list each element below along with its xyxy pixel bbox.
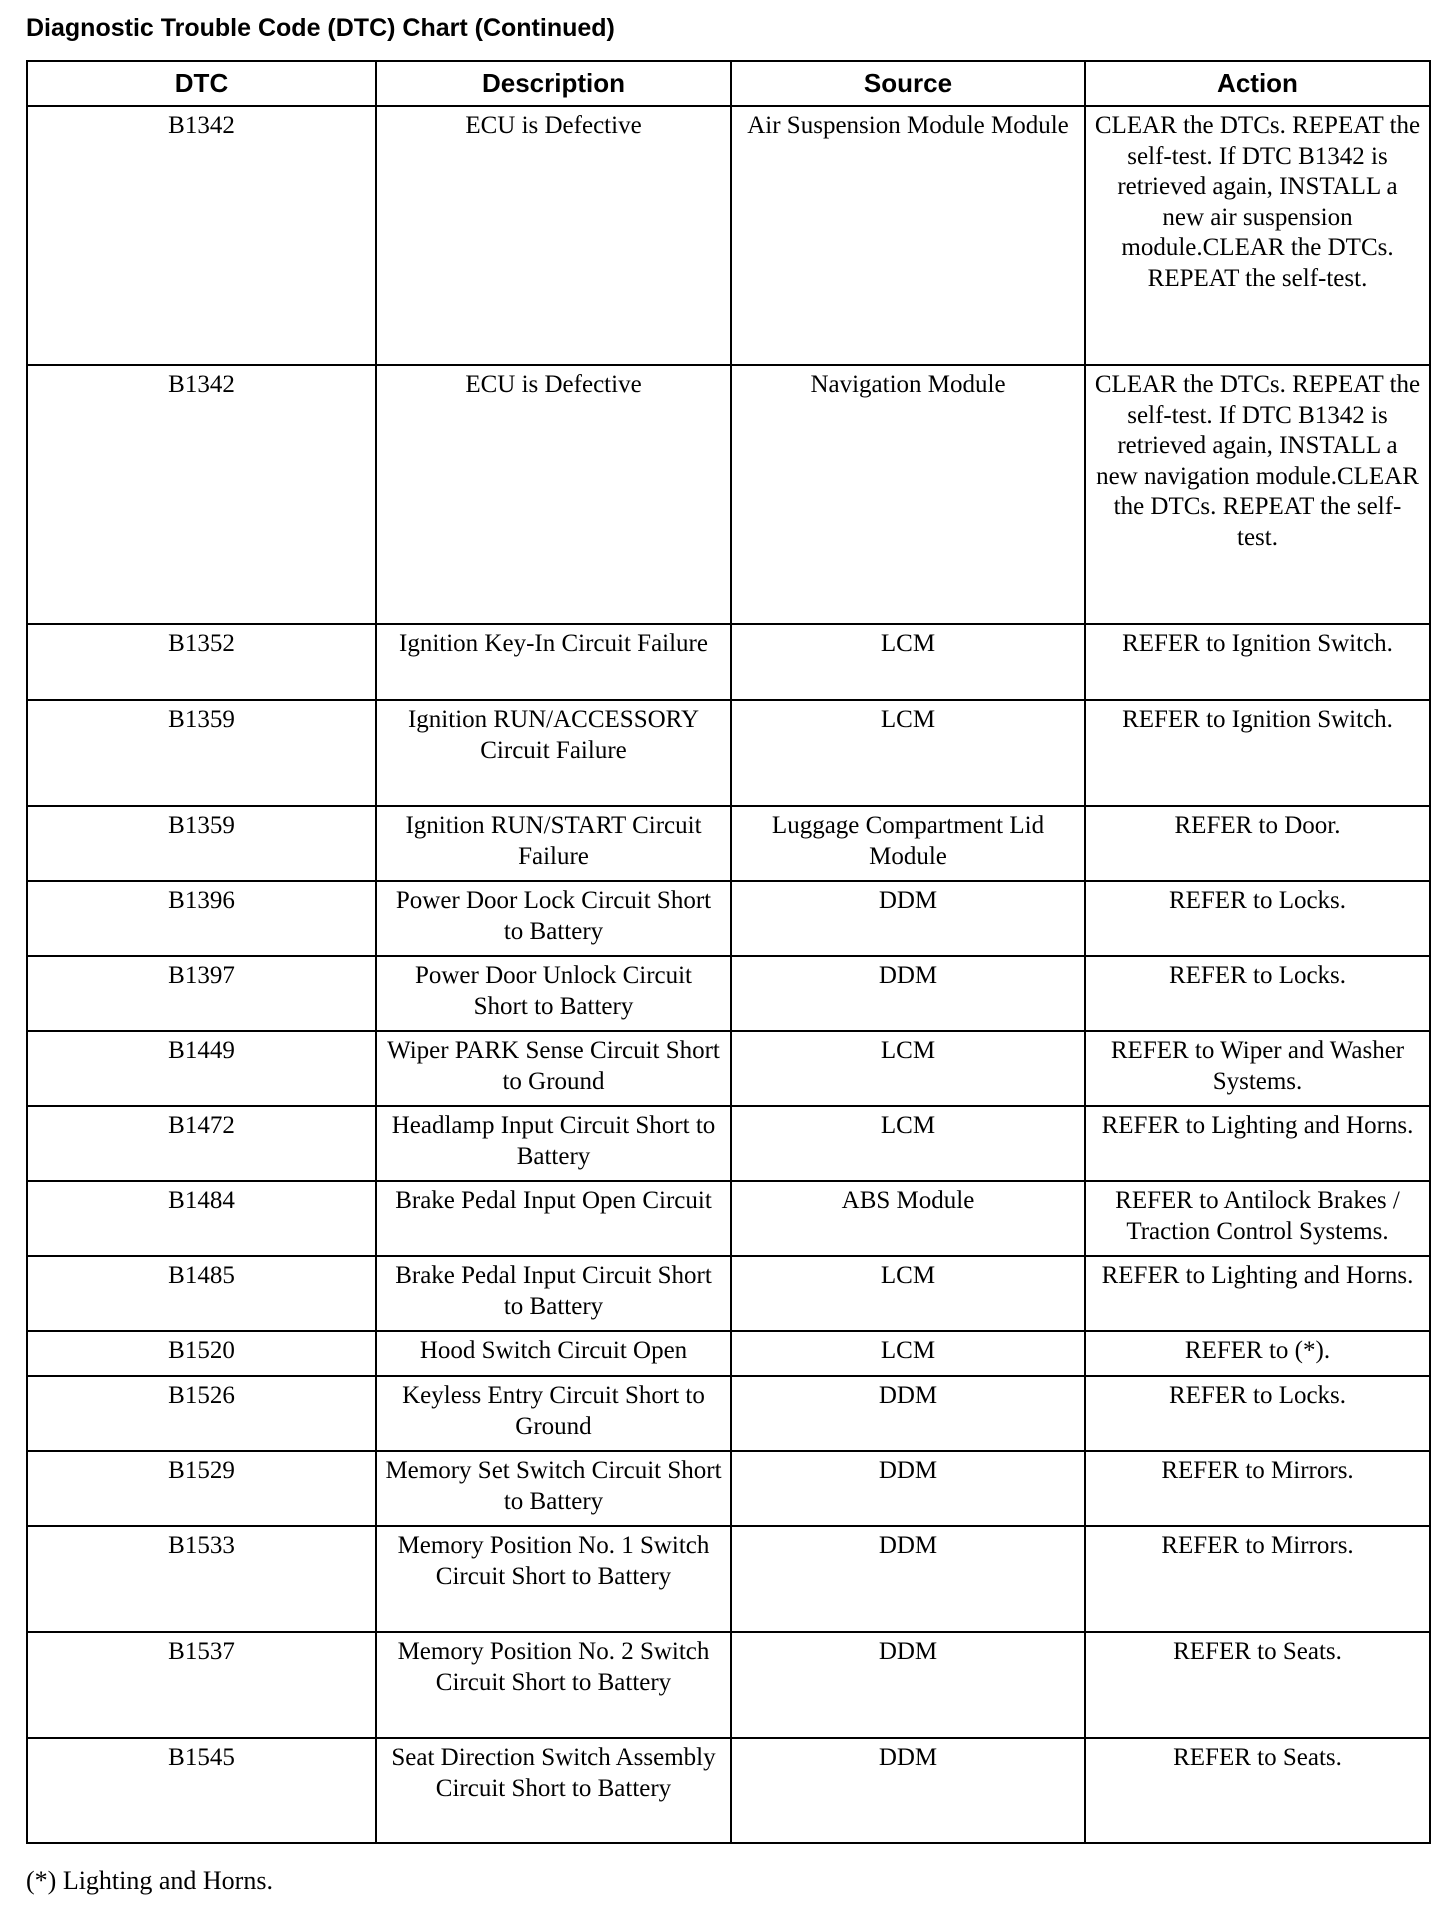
cell-action: REFER to Locks. xyxy=(1085,956,1430,1031)
table-row xyxy=(27,1376,1430,1451)
cell-description: Brake Pedal Input Circuit Short to Battery xyxy=(376,1256,731,1331)
cell-source: Air Suspension Module Module xyxy=(731,106,1085,365)
cell-action: REFER to (*). xyxy=(1085,1331,1430,1376)
table-row xyxy=(27,1451,1430,1526)
cell-source: LCM xyxy=(731,624,1085,700)
cell-action: REFER to Ignition Switch. xyxy=(1085,624,1430,700)
cell-action: REFER to Antilock Brakes / Traction Control Systems. xyxy=(1085,1181,1430,1256)
table-row xyxy=(27,881,1430,956)
table-row xyxy=(27,1526,1430,1632)
cell-action: REFER to Seats. xyxy=(1085,1632,1430,1738)
cell-description: Brake Pedal Input Open Circuit xyxy=(376,1181,731,1256)
cell-description: Ignition RUN/START Circuit Failure xyxy=(376,806,731,881)
cell-source: Navigation Module xyxy=(731,365,1085,624)
cell-dtc: B1396 xyxy=(27,881,376,956)
cell-action: REFER to Mirrors. xyxy=(1085,1526,1430,1632)
page-title: Diagnostic Trouble Code (DTC) Chart (Continued) xyxy=(26,14,615,42)
table-row xyxy=(27,700,1430,806)
cell-source: DDM xyxy=(731,1526,1085,1632)
cell-source: DDM xyxy=(731,1632,1085,1738)
cell-source: DDM xyxy=(731,1738,1085,1843)
cell-dtc: B1526 xyxy=(27,1376,376,1451)
dtc-chart-table xyxy=(26,60,1431,1844)
cell-description: Power Door Lock Circuit Short to Battery xyxy=(376,881,731,956)
cell-description: Memory Position No. 1 Switch Circuit Short to Battery xyxy=(376,1526,731,1632)
cell-dtc: B1537 xyxy=(27,1632,376,1738)
table-row xyxy=(27,1181,1430,1256)
cell-dtc: B1485 xyxy=(27,1256,376,1331)
cell-dtc: B1520 xyxy=(27,1331,376,1376)
cell-source: DDM xyxy=(731,956,1085,1031)
table-row xyxy=(27,956,1430,1031)
cell-source: LCM xyxy=(731,1031,1085,1106)
cell-action: REFER to Mirrors. xyxy=(1085,1451,1430,1526)
cell-dtc: B1359 xyxy=(27,806,376,881)
cell-description: Hood Switch Circuit Open xyxy=(376,1331,731,1376)
table-row xyxy=(27,1632,1430,1738)
cell-source: DDM xyxy=(731,1451,1085,1526)
table-row xyxy=(27,806,1430,881)
header-action: Action xyxy=(1085,61,1430,106)
cell-action: REFER to Seats. xyxy=(1085,1738,1430,1843)
table-row xyxy=(27,1256,1430,1331)
cell-dtc: B1484 xyxy=(27,1181,376,1256)
cell-source: LCM xyxy=(731,1256,1085,1331)
header-description: Description xyxy=(376,61,731,106)
header-source: Source xyxy=(731,61,1085,106)
table-row xyxy=(27,1738,1430,1843)
cell-source: LCM xyxy=(731,1331,1085,1376)
cell-description: ECU is Defective xyxy=(376,106,731,365)
cell-dtc: B1449 xyxy=(27,1031,376,1106)
cell-description: Wiper PARK Sense Circuit Short to Ground xyxy=(376,1031,731,1106)
cell-source: LCM xyxy=(731,1106,1085,1181)
table-header-row xyxy=(27,61,1430,106)
cell-dtc: B1545 xyxy=(27,1738,376,1843)
cell-description: Ignition RUN/ACCESSORY Circuit Failure xyxy=(376,700,731,806)
cell-dtc: B1342 xyxy=(27,365,376,624)
cell-action: CLEAR the DTCs. REPEAT the self-test. If DTC B1342 is retrieved again, INSTALL a new navigation module.CLEAR the DTCs. REPEAT the self-test. xyxy=(1085,365,1430,624)
cell-source: Luggage Compartment Lid Module xyxy=(731,806,1085,881)
cell-source: LCM xyxy=(731,700,1085,806)
cell-description: ECU is Defective xyxy=(376,365,731,624)
cell-action: REFER to Locks. xyxy=(1085,1376,1430,1451)
cell-action: REFER to Lighting and Horns. xyxy=(1085,1256,1430,1331)
table-row xyxy=(27,1331,1430,1376)
table-row xyxy=(27,1106,1430,1181)
footnote: (*) Lighting and Horns. xyxy=(26,1866,273,1895)
header-dtc: DTC xyxy=(27,61,376,106)
cell-action: CLEAR the DTCs. REPEAT the self-test. If DTC B1342 is retrieved again, INSTALL a new air suspension module.CLEAR the DTCs. REPEAT the self-test. xyxy=(1085,106,1430,365)
cell-dtc: B1342 xyxy=(27,106,376,365)
cell-description: Memory Set Switch Circuit Short to Battery xyxy=(376,1451,731,1526)
cell-description: Seat Direction Switch Assembly Circuit Short to Battery xyxy=(376,1738,731,1843)
cell-action: REFER to Wiper and Washer Systems. xyxy=(1085,1031,1430,1106)
cell-source: DDM xyxy=(731,1376,1085,1451)
cell-dtc: B1529 xyxy=(27,1451,376,1526)
table-row xyxy=(27,365,1430,624)
table-row xyxy=(27,624,1430,700)
cell-dtc: B1359 xyxy=(27,700,376,806)
cell-description: Memory Position No. 2 Switch Circuit Short to Battery xyxy=(376,1632,731,1738)
table-row xyxy=(27,106,1430,365)
cell-action: REFER to Ignition Switch. xyxy=(1085,700,1430,806)
cell-source: DDM xyxy=(731,881,1085,956)
cell-action: REFER to Door. xyxy=(1085,806,1430,881)
cell-description: Ignition Key-In Circuit Failure xyxy=(376,624,731,700)
cell-source: ABS Module xyxy=(731,1181,1085,1256)
cell-dtc: B1533 xyxy=(27,1526,376,1632)
cell-action: REFER to Locks. xyxy=(1085,881,1430,956)
cell-action: REFER to Lighting and Horns. xyxy=(1085,1106,1430,1181)
cell-description: Power Door Unlock Circuit Short to Battery xyxy=(376,956,731,1031)
cell-dtc: B1472 xyxy=(27,1106,376,1181)
table-row xyxy=(27,1031,1430,1106)
cell-dtc: B1397 xyxy=(27,956,376,1031)
cell-description: Headlamp Input Circuit Short to Battery xyxy=(376,1106,731,1181)
cell-description: Keyless Entry Circuit Short to Ground xyxy=(376,1376,731,1451)
cell-dtc: B1352 xyxy=(27,624,376,700)
